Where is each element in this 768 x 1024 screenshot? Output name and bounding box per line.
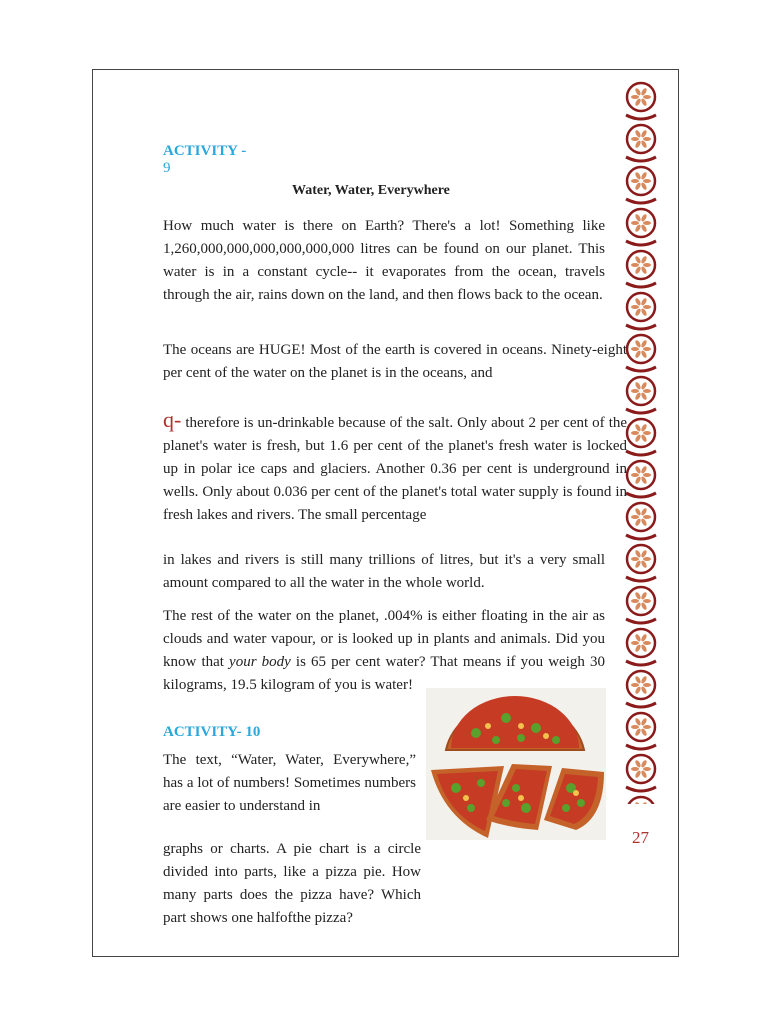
ornament-petal <box>634 98 641 107</box>
ornament-petal <box>631 221 639 225</box>
paragraph-3-text-a: The rest of the water on the planet, .004% is either floating in the air as clouds and water vapour, or is looked up in plants and animals. Did you know that <box>163 608 605 670</box>
ornament-scroll <box>626 325 656 329</box>
ornament-scroll <box>626 451 656 455</box>
ornament-petal <box>631 599 639 603</box>
ornament-petal <box>640 350 647 359</box>
ornament-petal <box>634 602 641 611</box>
ornament-petal <box>640 801 647 804</box>
ornament-petal <box>643 515 651 519</box>
ornament-petal <box>634 591 641 600</box>
ornament-petal <box>640 549 647 558</box>
ornament-petal <box>634 308 641 317</box>
ornament-petal <box>634 87 641 96</box>
ornament-petal <box>640 633 647 642</box>
ornament-petal <box>631 767 639 771</box>
ornament-petal <box>643 557 651 561</box>
ornament-petal <box>634 549 641 558</box>
ornament-scroll <box>626 367 656 371</box>
ornament-petal <box>643 221 651 225</box>
ornament-petal <box>634 423 641 432</box>
ornament-petal <box>640 644 647 653</box>
ornament-petal <box>634 297 641 306</box>
ornament-petal <box>634 213 641 222</box>
ornament-petal <box>634 476 641 485</box>
ornament-petal <box>634 686 641 695</box>
ornament-petal <box>640 728 647 737</box>
activity-9-paragraph-2c: in lakes and rivers is still many trillions of litres, but it's a very small amount compared to all the water in the whole world. <box>163 552 605 591</box>
ornament-petal <box>640 518 647 527</box>
ornament-petal <box>640 224 647 233</box>
activity-9-paragraph-2a: The oceans are HUGE! Most of the earth is covered in oceans. Ninety-eight per cent of the water on the planet is in the oceans, and <box>163 342 627 381</box>
q-mark: q- <box>163 407 182 432</box>
ornament-petal <box>643 599 651 603</box>
ornament-petal <box>640 602 647 611</box>
ornament-petal <box>631 641 639 645</box>
ornament-petal <box>643 473 651 477</box>
ornament-petal <box>634 465 641 474</box>
activity-10-paragraph-b: graphs or charts. A pie chart is a circle divided into parts, like a pizza pie. How many parts does the pizza have? Which part shows one halfofthe pizza? <box>163 841 421 926</box>
ornament-petal <box>634 560 641 569</box>
page-number: 27 <box>632 828 649 847</box>
ornament-scroll <box>626 115 656 119</box>
ornament-scroll <box>626 409 656 413</box>
ornament-scroll <box>626 703 656 707</box>
ornament-petal <box>634 339 641 348</box>
ornament-petal <box>634 434 641 443</box>
paragraph-3-text-b: is 65 per cent water? That means if you weigh 30 kilograms, 19.5 kilogram of you is water! <box>163 654 605 693</box>
ornament-petal <box>640 717 647 726</box>
ornament-petal <box>640 476 647 485</box>
ornament-petal <box>631 305 639 309</box>
ornament-petal <box>643 95 651 99</box>
ornament-ring <box>627 797 655 804</box>
ornament-petal <box>634 140 641 149</box>
ornament-petal <box>640 255 647 264</box>
ornament-petal <box>640 686 647 695</box>
ornament-petal <box>634 675 641 684</box>
ornament-petal <box>640 507 647 516</box>
ornament-petal <box>631 179 639 183</box>
ornament-petal <box>634 182 641 191</box>
ornament-scroll <box>626 577 656 581</box>
ornament-petal <box>640 171 647 180</box>
ornament-petal <box>631 683 639 687</box>
ornament-petal <box>643 305 651 309</box>
ornament-petal <box>634 350 641 359</box>
ornament-petal <box>643 179 651 183</box>
ornament-petal <box>640 308 647 317</box>
paragraph-2b-text: therefore is un-drinkable because of the salt. Only about 2 per cent of the planet's water is fresh, but 1.6 per cent of the planet's fresh water is locked up in polar ice caps and glaciers. Another 0.36 per cent is underground in wells. Only about 0.036 per cent of the planet's total water supply is found in fresh lakes and rivers. The small percentage <box>163 415 628 523</box>
ornament-petal <box>640 339 647 348</box>
ornament-petal <box>640 381 647 390</box>
activity-9-paragraph-3 <box>163 605 605 697</box>
ornament-petal <box>634 266 641 275</box>
ornament-scroll <box>626 199 656 203</box>
ornament-petal <box>634 801 641 804</box>
ornament-petal <box>634 507 641 516</box>
ornament-scroll <box>626 535 656 539</box>
ornament-petal <box>631 431 639 435</box>
ornament-petal <box>640 266 647 275</box>
ornament-petal <box>640 560 647 569</box>
ornament-petal <box>634 171 641 180</box>
ornament-petal <box>640 140 647 149</box>
ornament-petal <box>634 255 641 264</box>
ornament-petal <box>640 423 647 432</box>
ornament-petal <box>643 683 651 687</box>
pizza-photo <box>426 688 606 840</box>
ornament-petal <box>631 347 639 351</box>
ornament-petal <box>631 473 639 477</box>
ornament-petal <box>643 389 651 393</box>
ornament-scroll <box>626 745 656 749</box>
ornament-petal <box>631 725 639 729</box>
activity-9-title: Water, Water, Everywhere <box>292 183 450 198</box>
ornament-petal <box>640 87 647 96</box>
ornament-petal <box>634 633 641 642</box>
ornament-petal <box>640 591 647 600</box>
ornament-petal <box>634 518 641 527</box>
ornament-petal <box>643 431 651 435</box>
ornament-petal <box>640 759 647 768</box>
ornament-petal <box>640 675 647 684</box>
ornament-scroll <box>626 241 656 245</box>
ornament-petal <box>634 759 641 768</box>
ornament-petal <box>643 767 651 771</box>
ornament-petal <box>640 213 647 222</box>
activity-9-label: ACTIVITY - 9 <box>163 143 247 176</box>
ornament-petal <box>634 224 641 233</box>
activity-9-paragraph-1: How much water is there on Earth? There's a lot! Something like 1,260,000,000,000,000,000,000 litres can be found on our planet. This water is in a constant cycle-- it evaporates from the ocean, travels through the air, rains down on the land, and then flows back to the ocean. <box>163 218 605 303</box>
ornament-petal <box>631 389 639 393</box>
ornament-petal <box>634 717 641 726</box>
ornament-petal <box>640 434 647 443</box>
ornament-petal <box>631 557 639 561</box>
paragraph-3-emphasis: your body <box>229 654 291 670</box>
ornament-petal <box>631 137 639 141</box>
ornament-petal <box>631 263 639 267</box>
ornament-petal <box>634 770 641 779</box>
ornament-petal <box>640 465 647 474</box>
activity-9-paragraph-2b <box>163 408 627 527</box>
ornament-petal <box>643 347 651 351</box>
ornament-petal <box>643 725 651 729</box>
ornament-petal <box>631 515 639 519</box>
activity-10-label: ACTIVITY- 10 <box>163 724 261 740</box>
ornament-petal <box>634 129 641 138</box>
ornament-petal <box>643 263 651 267</box>
ornament-petal <box>631 95 639 99</box>
ornament-petal <box>640 770 647 779</box>
ornament-petal <box>640 98 647 107</box>
ornament-petal <box>634 728 641 737</box>
ornament-petal <box>640 297 647 306</box>
ornament-scroll <box>626 619 656 623</box>
ornament-petal <box>643 641 651 645</box>
ornament-scroll <box>626 493 656 497</box>
activity-10-paragraph-a: The text, “Water, Water, Everywhere,” has a lot of numbers! Sometimes numbers are easier to understand in <box>163 752 416 814</box>
ornament-scroll <box>626 283 656 287</box>
ornament-petal <box>640 129 647 138</box>
ornament-petal <box>640 182 647 191</box>
ornament-petal <box>643 137 651 141</box>
ornament-petal <box>634 644 641 653</box>
ornament-petal <box>640 392 647 401</box>
ornament-petal <box>634 381 641 390</box>
ornament-scroll <box>626 661 656 665</box>
ornament-scroll <box>626 787 656 791</box>
ornament-petal <box>634 392 641 401</box>
ornament-scroll <box>626 157 656 161</box>
